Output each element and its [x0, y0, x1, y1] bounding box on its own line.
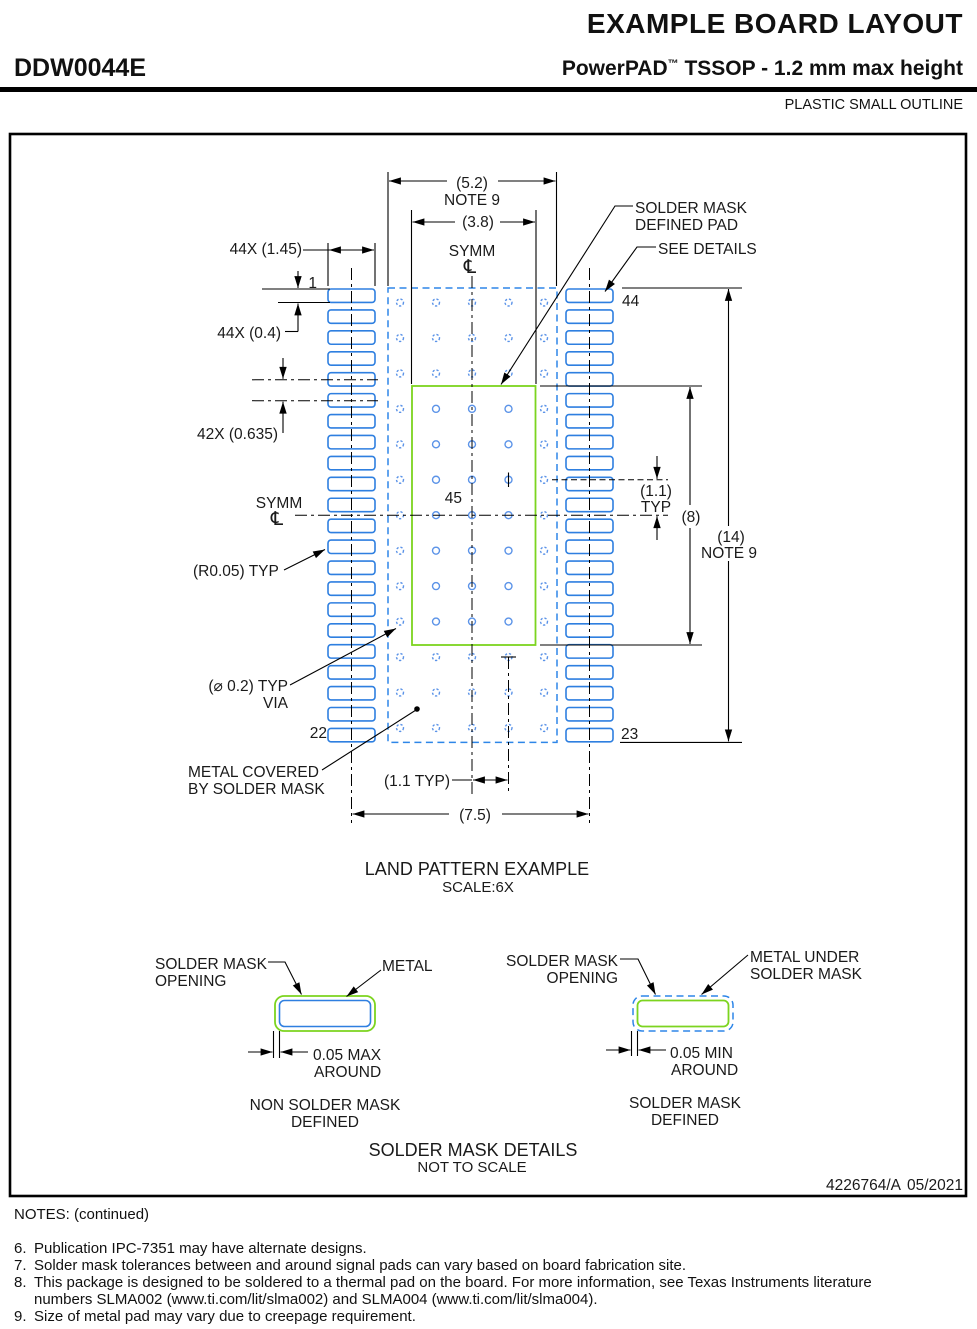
- dim-11-typ-label: TYP: [640, 499, 672, 516]
- thermal-via: [505, 618, 512, 625]
- note-text: Size of metal pad may vary due to creepage requirement.: [34, 1308, 416, 1325]
- dim-44x04-label: 44X (0.4): [217, 325, 281, 342]
- pin-23-label: 23: [621, 726, 639, 743]
- solder-mask-details-title: SOLDER MASK DETAILS: [368, 1140, 578, 1160]
- smd-metal-label-2: SOLDER MASK: [750, 966, 862, 983]
- package-code: DDW0044E: [14, 54, 146, 82]
- dim-3-8-label: (3.8): [462, 214, 494, 231]
- solder-mask-details-scale: NOT TO SCALE: [417, 1159, 527, 1176]
- smd-mask-opening-rect: [638, 1001, 729, 1027]
- thermal-via: [505, 547, 512, 554]
- nsmd-dim-label-2: AROUND: [314, 1064, 382, 1081]
- leader-dot: [414, 706, 420, 712]
- thermal-via: [505, 334, 512, 341]
- nsmd-caption-1: NON SOLDER MASK: [249, 1097, 401, 1114]
- note-text: This package is designed to be soldered to a thermal pad on the board. For more information, see Texas Instruments literature: [34, 1274, 872, 1291]
- thermal-via: [433, 618, 440, 625]
- smd-opening-label-1: SOLDER MASK: [506, 953, 618, 970]
- thermal-via: [541, 405, 548, 412]
- leader-line: [268, 962, 302, 995]
- leader-line: [347, 970, 382, 997]
- thermal-via: [505, 405, 512, 412]
- solder-mask-defined-pad-label-1: SOLDER MASK: [635, 200, 747, 217]
- thermal-via: [433, 370, 440, 377]
- thermal-via: [397, 618, 404, 625]
- nsmd-metal-label: METAL: [382, 958, 433, 975]
- thermal-via: [541, 583, 548, 590]
- leader-line: [702, 955, 749, 995]
- thermal-via: [397, 547, 404, 554]
- nsmd-metal-rect: [280, 1001, 371, 1027]
- centerline-symbol-left: ℄: [270, 508, 284, 530]
- smd-dim-label-2: AROUND: [671, 1062, 739, 1079]
- thermal-via: [505, 441, 512, 448]
- leader-line: [322, 710, 416, 770]
- thermal-via: [433, 689, 440, 696]
- thermal-via: [397, 689, 404, 696]
- dim-8-label: (8): [681, 509, 701, 526]
- drawing-border: [10, 134, 966, 1196]
- via-word-label: VIA: [263, 695, 288, 712]
- note-item-8-cont: numbers SLMA002 (www.ti.com/lit/slma002) and SLMA004 (www.ti.com/lit/slma004).: [34, 1291, 598, 1308]
- note-item-8: [14, 1274, 872, 1291]
- note9-right-label: NOTE 9: [701, 545, 757, 562]
- nsmd-dim-label-1: 0.05 MAX: [313, 1047, 382, 1064]
- smd-metal-label-1: METAL UNDER: [750, 949, 860, 966]
- thermal-via: [541, 724, 548, 731]
- brand-name: PowerPAD: [561, 57, 668, 80]
- page-title: EXAMPLE BOARD LAYOUT: [586, 8, 963, 39]
- symm-top-label: SYMM: [448, 243, 496, 260]
- leader-line: [620, 959, 656, 995]
- thermal-via: [397, 654, 404, 661]
- smd-dim-label-1: 0.05 MIN: [670, 1045, 733, 1062]
- note-item-7: [14, 1257, 686, 1274]
- solder-mask-defined-pad-label-2: DEFINED PAD: [635, 217, 739, 234]
- thermal-via: [541, 370, 548, 377]
- pin-1-label: 1: [308, 275, 317, 292]
- doc-number: 4226764/A: [826, 1177, 901, 1194]
- thermal-via: [433, 654, 440, 661]
- symm-left-label: SYMM: [255, 495, 303, 512]
- thermal-via: [541, 654, 548, 661]
- thermal-via: [541, 441, 548, 448]
- note-number: 9.: [14, 1308, 27, 1325]
- see-details-label: SEE DETAILS: [658, 241, 757, 258]
- thermal-via: [541, 476, 548, 483]
- thermal-via: [433, 583, 440, 590]
- thermal-via: [397, 583, 404, 590]
- thermal-via: [541, 299, 548, 306]
- note-number: 8.: [14, 1274, 27, 1291]
- trademark-symbol: ™: [667, 58, 679, 70]
- thermal-via: [433, 441, 440, 448]
- land-pattern-scale: SCALE:6X: [442, 879, 514, 896]
- thermal-via: [433, 547, 440, 554]
- thermal-via: [397, 334, 404, 341]
- thermal-via: [397, 476, 404, 483]
- thermal-via: [505, 583, 512, 590]
- thermal-via: [433, 724, 440, 731]
- doc-date: 05/2021: [906, 1177, 963, 1194]
- thermal-via: [397, 724, 404, 731]
- smd-caption-1: SOLDER MASK: [629, 1095, 741, 1112]
- thermal-via: [397, 441, 404, 448]
- note-item-6: [14, 1240, 367, 1257]
- thermal-via: [433, 405, 440, 412]
- note-item-9: [14, 1308, 416, 1325]
- thermal-via: [397, 370, 404, 377]
- outline-type: PLASTIC SMALL OUTLINE: [784, 97, 963, 113]
- thermal-via: [397, 299, 404, 306]
- centerline-symbol-top: ℄: [463, 256, 477, 278]
- notes-heading: NOTES: (continued): [14, 1206, 150, 1223]
- dim-42x0635-label: 42X (0.635): [197, 426, 278, 443]
- package-desc: TSSOP - 1.2 mm max height: [678, 57, 963, 80]
- dim-11-label: (1.1): [640, 483, 672, 500]
- note9-top-label: NOTE 9: [444, 192, 500, 209]
- thermal-via: [433, 334, 440, 341]
- nsmd-opening-label-2: OPENING: [155, 973, 227, 990]
- dim-75-label: (7.5): [459, 807, 491, 824]
- thermal-via: [505, 299, 512, 306]
- pin-45-label: 45: [444, 490, 462, 507]
- land-pattern-title: LAND PATTERN EXAMPLE: [364, 859, 590, 879]
- smd-opening-label-2: OPENING: [546, 970, 618, 987]
- note-number: 7.: [14, 1257, 27, 1274]
- thermal-via: [541, 689, 548, 696]
- thermal-via: [541, 547, 548, 554]
- nsmd-opening-label-1: SOLDER MASK: [155, 956, 267, 973]
- thermal-via: [433, 299, 440, 306]
- pin-44-label: 44: [622, 293, 640, 310]
- note-number: 6.: [14, 1240, 27, 1257]
- dim-14-label: (14): [717, 529, 745, 546]
- radius-typ-label: (R0.05) TYP: [193, 563, 279, 580]
- thermal-via: [541, 618, 548, 625]
- dim-11typ-h-label: (1.1 TYP): [383, 773, 450, 790]
- metal-covered-label-2: BY SOLDER MASK: [188, 781, 325, 798]
- leader-line: [284, 550, 325, 571]
- via-dia-label: (⌀ 0.2) TYP: [208, 678, 288, 695]
- leader-line: [605, 247, 656, 292]
- dim-5-2-label: (5.2): [456, 175, 488, 192]
- thermal-via: [433, 476, 440, 483]
- nsmd-caption-2: DEFINED: [290, 1114, 360, 1131]
- pin-22-label: 22: [309, 725, 327, 742]
- note-text: Publication IPC-7351 may have alternate designs.: [34, 1240, 367, 1257]
- dim-44x145-label: 44X (1.45): [229, 241, 302, 258]
- thermal-via: [397, 405, 404, 412]
- thermal-via: [541, 334, 548, 341]
- note-text: Solder mask tolerances between and around signal pads can vary based on board fabrication site.: [34, 1257, 687, 1274]
- smd-caption-2: DEFINED: [650, 1112, 720, 1129]
- metal-covered-label-1: METAL COVERED: [188, 764, 319, 781]
